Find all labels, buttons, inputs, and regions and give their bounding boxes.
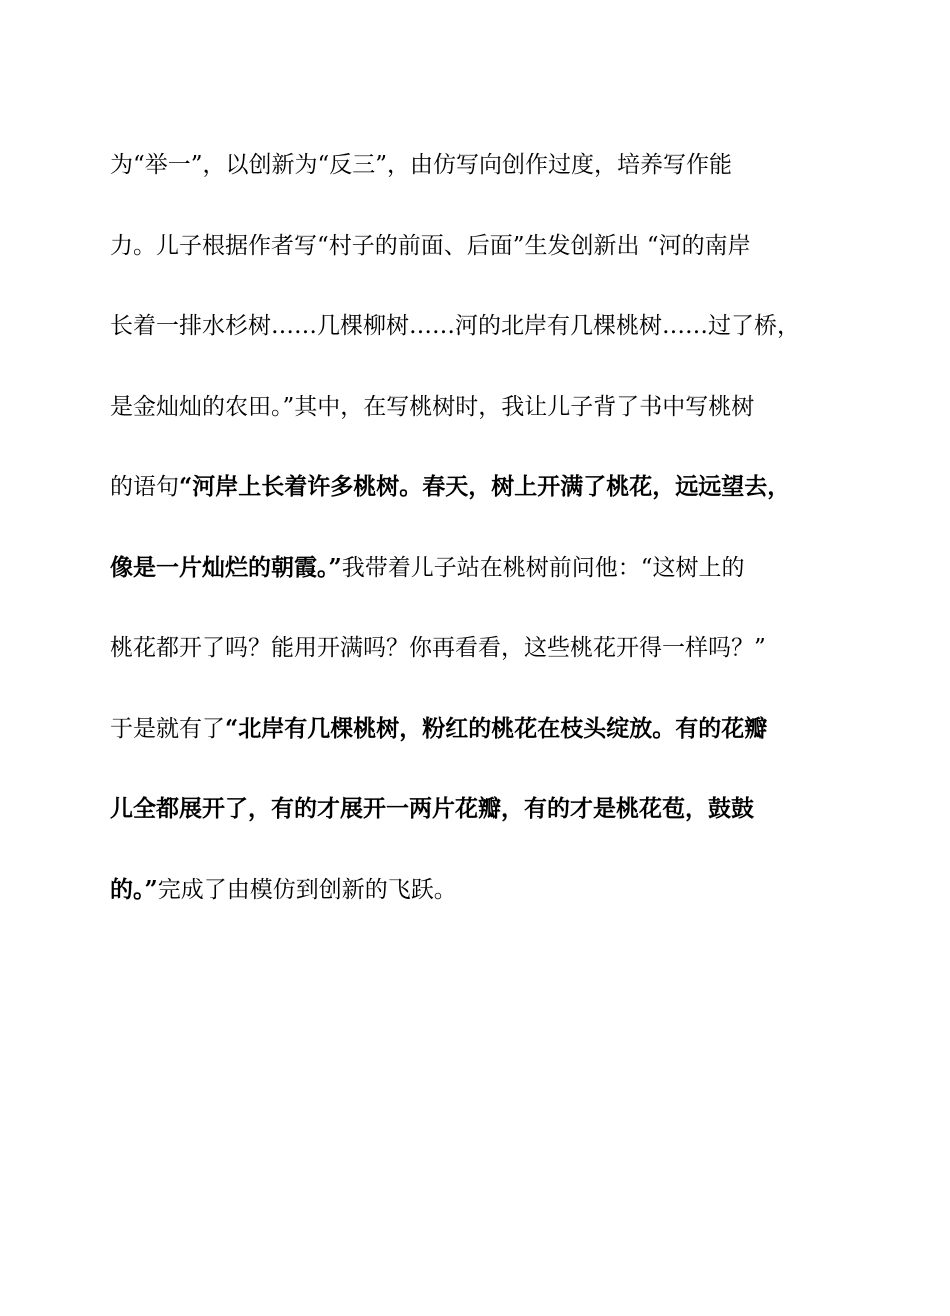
bold-quote-run: “北岸有几棵桃树，粉红的桃花在枝头绽放。有的花瓣 bbox=[225, 714, 768, 742]
text-line-1 bbox=[110, 138, 840, 219]
text-run: 于是就有了 bbox=[110, 715, 225, 742]
bold-quote-run: “河岸上长着许多桃树。春天，树上开满了桃花，远远望去， bbox=[179, 473, 791, 500]
text-line-5 bbox=[110, 460, 840, 541]
paragraph bbox=[110, 138, 840, 943]
bold-quote-run: 的。” bbox=[110, 875, 158, 903]
text-run: 桃花都开了吗？能用开满吗？你再看看，这些桃花开得一样吗？” bbox=[110, 635, 766, 661]
text-run: 我带着儿子站在桃树前问他：“这树上的 bbox=[341, 554, 745, 581]
text-run: 力。儿子根据作者写“村子的前面、后面”生发创新出 “河的南岸 bbox=[110, 232, 751, 259]
text-line-8 bbox=[110, 702, 840, 783]
text-line-4 bbox=[110, 380, 840, 461]
text-run: 为“举一”，以创新为“反三”，由仿写向创作过度，培养写作能 bbox=[110, 152, 733, 178]
text-run: 完成了由模仿到创新的飞跃。 bbox=[157, 876, 457, 903]
text-line-6 bbox=[110, 541, 840, 622]
text-line-10 bbox=[110, 863, 840, 944]
text-line-7 bbox=[110, 621, 840, 702]
text-run: 的语句 bbox=[110, 474, 179, 500]
bold-quote-run: 儿全都展开了，有的才展开一两片花瓣，有的才是桃花苞，鼓鼓 bbox=[110, 795, 754, 822]
bold-quote-run: 像是一片灿烂的朝霞。” bbox=[110, 553, 342, 581]
text-run: 长着一排水杉树……几棵柳树……河的北岸有几棵桃树……过了桥， bbox=[110, 313, 800, 339]
text-line-3 bbox=[110, 299, 840, 380]
text-line-2 bbox=[110, 219, 840, 300]
text-run: 是金灿灿的农田。”其中，在写桃树时，我让儿子背了书中写桃树 bbox=[110, 393, 755, 420]
text-line-9 bbox=[110, 782, 840, 863]
